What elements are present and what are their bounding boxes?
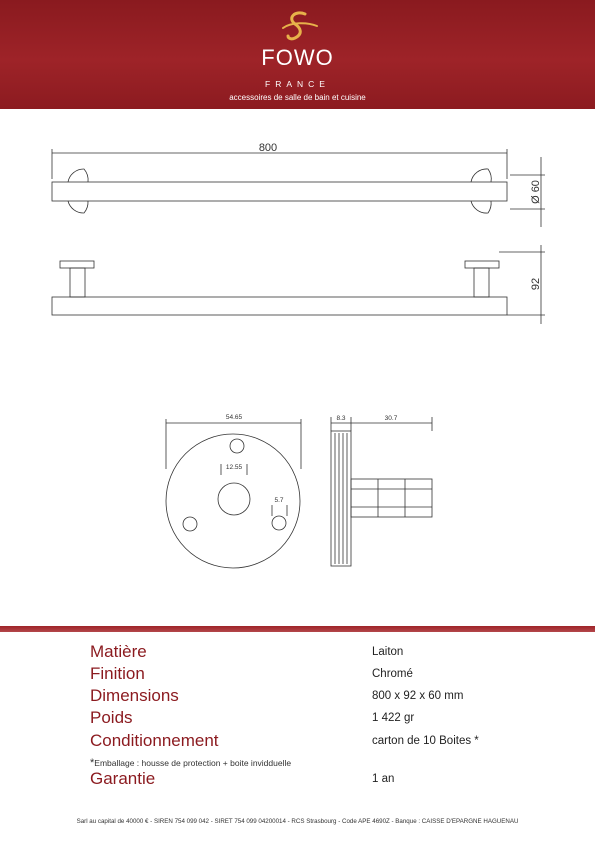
spec-value-material: Laiton [372,646,404,658]
spec-value-dimensions: 800 x 92 x 60 mm [372,690,464,702]
dim-length: 800 [258,142,278,154]
dim-hole-size: 5.7 [274,497,284,504]
spec-value-warranty: 1 an [372,773,395,785]
spec-value-packaging: carton de 10 Boites * [372,735,479,747]
brand-country: FRANCE [265,79,330,89]
brand-logo-icon [279,8,319,48]
dim-plate-width: 54.65 [225,414,243,421]
spec-label-material: Matière [90,642,147,661]
brand-name: FOWO [261,45,334,70]
spec-label-dimensions: Dimensions [90,686,179,705]
note-star: * [90,757,95,769]
packaging-note [90,757,291,769]
spec-label-weight: Poids [90,708,133,727]
technical-drawing [0,109,595,624]
spec-label-packaging: Conditionnement [90,731,219,750]
spec-label-warranty: Garantie [90,769,156,788]
dim-projection: 30.7 [384,415,398,422]
dim-diameter: Ø 60 [530,180,542,204]
spec-label-finish: Finition [90,664,145,683]
specs-divider [0,626,595,632]
dim-plate-thickness: 8.3 [336,415,346,422]
spec-value-finish: Chromé [372,668,413,680]
header-banner [0,0,595,109]
dim-hole-spacing: 12.55 [225,464,243,471]
dim-height: 92 [530,277,542,291]
footer-legal: Sarl au capital de 40000 € - SIREN 754 099 042 - SIRET 754 099 04200014 - RCS Strasbourg - Code APE 4690Z - Banque : CAISSE D'EPARGNE HAGUENAU [76,818,519,825]
spec-value-weight: 1 422 gr [372,712,415,724]
brand-tagline: accessoires de salle de bain et cuisine [229,93,366,102]
note-text: Emballage : housse de protection + boite invidduelle [94,758,292,768]
